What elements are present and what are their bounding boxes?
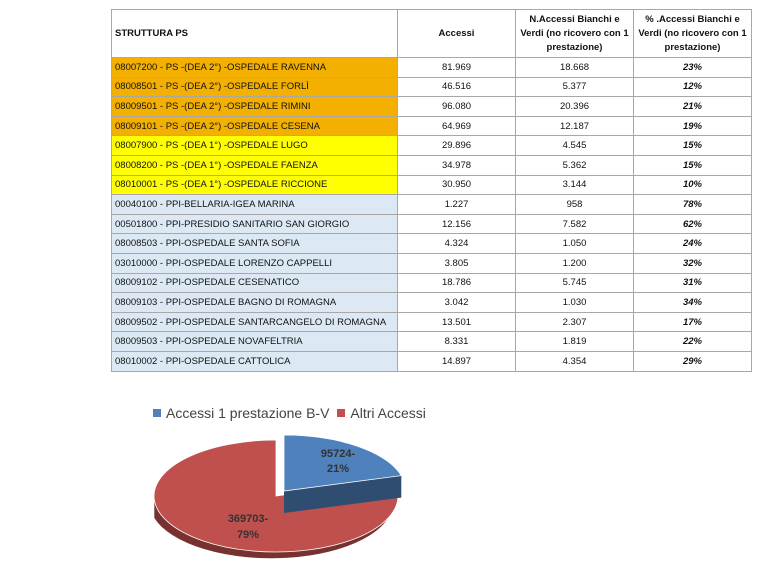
accessi-cell: 3.042 (398, 293, 516, 313)
percentuale-cell: 17% (634, 312, 752, 332)
percentuale-cell: 24% (634, 234, 752, 254)
pie-label-bv-value: 95724- (320, 448, 356, 460)
bianchi-verdi-cell: 1.030 (516, 293, 634, 313)
pie-label-altri-pct: 79% (236, 529, 260, 541)
legend-label-bv: Accessi 1 prestazione B-V (166, 405, 330, 421)
accessi-cell: 29.896 (398, 136, 516, 156)
accessi-cell: 96.080 (398, 97, 516, 117)
accessi-cell: 8.331 (398, 332, 516, 352)
struttura-cell: 08008503 - PPI-OSPEDALE SANTA SOFIA (112, 234, 398, 254)
percentuale-cell: 62% (634, 214, 752, 234)
percentuale-cell: 22% (634, 332, 752, 352)
bianchi-verdi-cell: 3.144 (516, 175, 634, 195)
bianchi-verdi-cell: 4.354 (516, 351, 634, 371)
accessi-cell: 46.516 (398, 77, 516, 97)
pie-label-altri-value: 369703- (227, 513, 269, 525)
struttura-cell: 00501800 - PPI-PRESIDIO SANITARIO SAN GIORGIO (112, 214, 398, 234)
bianchi-verdi-cell: 7.582 (516, 214, 634, 234)
struttura-cell: 08009103 - PPI-OSPEDALE BAGNO DI ROMAGNA (112, 293, 398, 313)
bianchi-verdi-cell: 5.362 (516, 155, 634, 175)
struttura-cell: 08009501 - PS -(DEA 2°) -OSPEDALE RIMINI (112, 97, 398, 117)
struttura-cell: 08008200 - PS -(DEA 1°) -OSPEDALE FAENZA (112, 155, 398, 175)
accessi-cell: 34.978 (398, 155, 516, 175)
bianchi-verdi-cell: 4.545 (516, 136, 634, 156)
accessi-cell: 13.501 (398, 312, 516, 332)
percentuale-cell: 12% (634, 77, 752, 97)
percentuale-cell: 15% (634, 155, 752, 175)
bianchi-verdi-cell: 1.200 (516, 253, 634, 273)
accessi-cell: 64.969 (398, 116, 516, 136)
struttura-cell: 08010001 - PS -(DEA 1°) -OSPEDALE RICCIONE (112, 175, 398, 195)
accessi-cell: 12.156 (398, 214, 516, 234)
percentuale-cell: 31% (634, 273, 752, 293)
struttura-cell: 03010000 - PPI-OSPEDALE LORENZO CAPPELLI (112, 253, 398, 273)
legend-label-altri: Altri Accessi (350, 405, 426, 421)
struttura-cell: 08008501 - PS -(DEA 2°) -OSPEDALE FORLÌ (112, 77, 398, 97)
bianchi-verdi-cell: 1.819 (516, 332, 634, 352)
bianchi-verdi-cell: 958 (516, 195, 634, 215)
bianchi-verdi-cell: 5.745 (516, 273, 634, 293)
struttura-cell: 08007200 - PS -(DEA 2°) -OSPEDALE RAVENNA (112, 58, 398, 78)
percentuale-cell: 78% (634, 195, 752, 215)
struttura-cell: 08009502 - PPI-OSPEDALE SANTARCANGELO DI ROMAGNA (112, 312, 398, 332)
percentuale-cell: 29% (634, 351, 752, 371)
header-percentuale: % .Accessi Bianchi e Verdi (no ricovero con 1 prestazione) (634, 10, 752, 58)
struttura-cell: 00040100 - PPI-BELLARIA-IGEA MARINA (112, 195, 398, 215)
percentuale-cell: 19% (634, 116, 752, 136)
percentuale-cell: 10% (634, 175, 752, 195)
percentuale-cell: 23% (634, 58, 752, 78)
percentuale-cell: 34% (634, 293, 752, 313)
header-accessi: Accessi (398, 10, 516, 58)
accessi-cell: 18.786 (398, 273, 516, 293)
struttura-cell: 08007900 - PS -(DEA 1°) -OSPEDALE LUGO (112, 136, 398, 156)
percentuale-cell: 32% (634, 253, 752, 273)
bianchi-verdi-cell: 12.187 (516, 116, 634, 136)
bianchi-verdi-cell: 20.396 (516, 97, 634, 117)
struttura-cell: 08010002 - PPI-OSPEDALE CATTOLICA (112, 351, 398, 371)
struttura-cell: 08009503 - PPI-OSPEDALE NOVAFELTRIA (112, 332, 398, 352)
accessi-cell: 3.805 (398, 253, 516, 273)
percentuale-cell: 15% (634, 136, 752, 156)
bianchi-verdi-cell: 1.050 (516, 234, 634, 254)
percentuale-cell: 21% (634, 97, 752, 117)
accessi-cell: 30.950 (398, 175, 516, 195)
header-bianchi-verdi: N.Accessi Bianchi e Verdi (no ricovero con 1 prestazione) (516, 10, 634, 58)
accessi-cell: 1.227 (398, 195, 516, 215)
struttura-cell: 08009102 - PPI-OSPEDALE CESENATICO (112, 273, 398, 293)
accessi-cell: 14.897 (398, 351, 516, 371)
pie-label-bv-pct: 21% (326, 463, 350, 475)
accessi-cell: 4.324 (398, 234, 516, 254)
accessi-cell: 81.969 (398, 58, 516, 78)
header-struttura: STRUTTURA PS (112, 10, 398, 58)
bianchi-verdi-cell: 5.377 (516, 77, 634, 97)
bianchi-verdi-cell: 2.307 (516, 312, 634, 332)
bianchi-verdi-cell: 18.668 (516, 58, 634, 78)
struttura-cell: 08009101 - PS -(DEA 2°) -OSPEDALE CESENA (112, 116, 398, 136)
